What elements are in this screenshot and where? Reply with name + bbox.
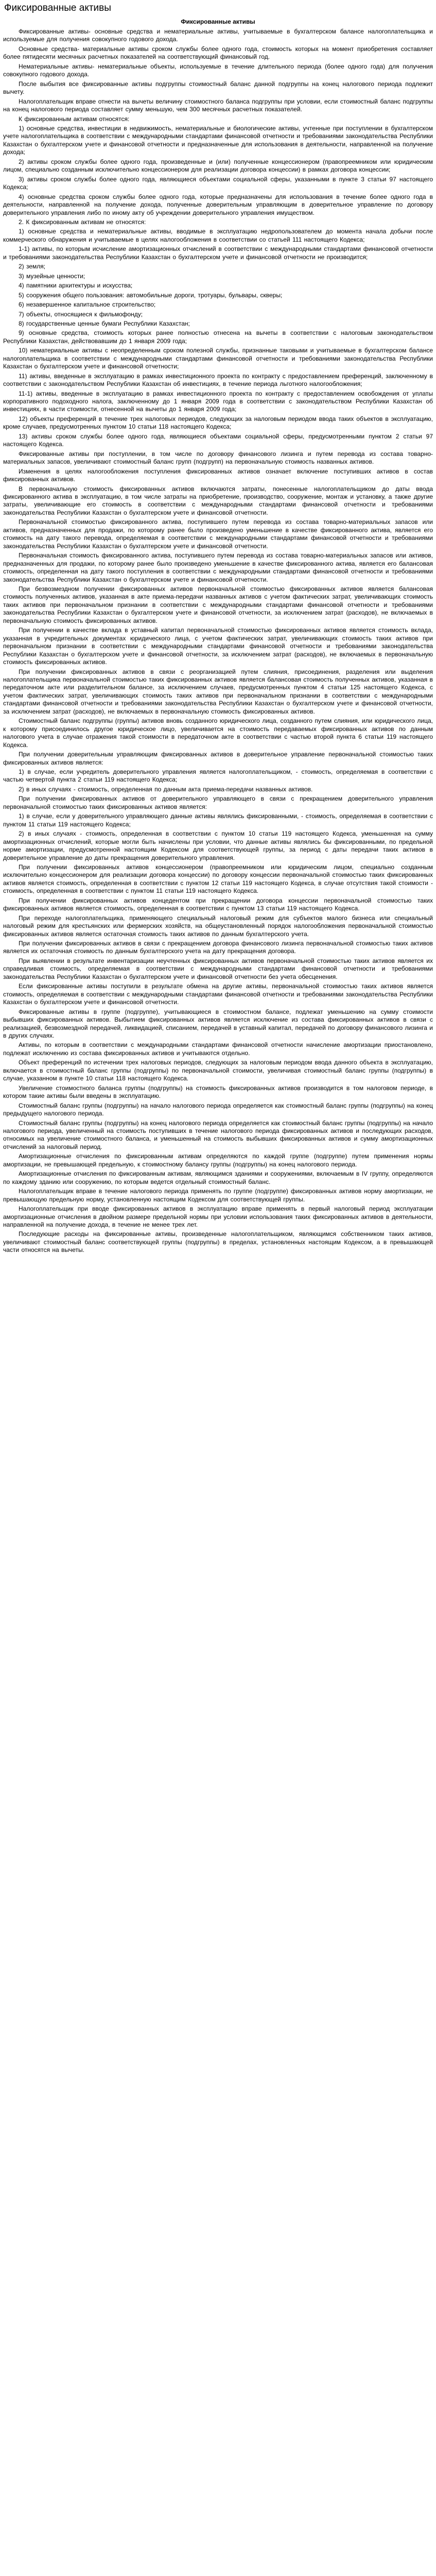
paragraph: Стоимостный баланс группы (подгруппы) на начало налогового периода определяется как стоимостный баланс группы (подгруппы) на конец предыдущего налогового периода. [3, 1101, 433, 1117]
page [0, 0, 436, 1255]
paragraph: Стоимостный баланс группы (подгруппы) на конец налогового периода определяется как стоимостный баланс группы (подгруппы) на начало налогового периода, увеличенный на стоимость поступивших в течение налогового периода фиксированных активов и последующих расходов, относимых на увеличение стоимостного баланса, и уменьшенный на стоимость выбывших фиксированных активов и сумму амортизационных отчислений за налоговый период. [3, 1119, 433, 1150]
paragraph: При безвозмездном получении фиксированных активов первоначальной стоимостью фиксированных активов является балансовая стоимость полученных активов, указанная в акте приема-передачи названных активов с учетом фактических затрат, увеличивающих стоимость таких активов при первоначальном признании в соответствии с международными стандартами финансовой отчетности и требованиями законодательства Республики Казахстан о бухгалтерском учете и финансовой отчетности, за исключением затрат (расходов), не включаемых в первоначальную стоимость фиксированных активов. [3, 585, 433, 624]
paragraph: 10) нематериальные активы с неопределенным сроком полезной службы, признанные таковыми и учитываемые в бухгалтерском балансе налогоплательщика в соответствии с международными стандартами финансовой отчетности и требованиями законодательства Республики Казахстан о бухгалтерском учете и финансовой отчетности; [3, 347, 433, 370]
paragraph: При получении фиксированных активов от доверительного управляющего в связи с прекращением доверительного управления первоначальной стоимостью таких фиксированных активов является: [3, 795, 433, 810]
paragraph: При получении фиксированных активов концессионером (правопреемником или юридическим лицом, специально созданным исключительно концессионером для реализации договора концессии) по договору концессии первоначальной стоимостью таких фиксированных активов является стоимость, определенная в соответствии с пунктом 12 статьи 119 настоящего Кодекса, в случае отсутствия такой стоимости - стоимость, определенная в соответствии с пунктом 11 статьи 119 настоящего Кодекса. [3, 863, 433, 895]
paragraph: Фиксированные активы- основные средства и нематериальные активы, учитываемые в бухгалтерском балансе налогоплательщика и используемые для получения совокупного годового дохода. [3, 28, 433, 43]
page-title: Фиксированные активы [4, 3, 111, 13]
paragraph: 6) незавершенное капитальное строительство; [19, 301, 156, 309]
paragraph: 1) основные средства, инвестиции в недвижимость, нематериальные и биологические активы, учтенные при поступлении в бухгалтерском учете налогоплательщика в соответствии с международными стандартами финансовой отчетности и требованиями законодательства Республики Казахстан о бухгалтерском учете и финансовой отчетности и предназначенные для использования в деятельности, направленной на получение дохода; [3, 124, 433, 156]
paragraph: Объект преференций по истечении трех налоговых периодов, следующих за налоговым периодом ввода данного объекта в эксплуатацию, включается в стоимостный баланс группы (подгруппы) по первоначальной стоимости, увеличивая стоимостный баланс группы (подгруппы) в случае, указанном в пункте 10 статьи 118 настоящего Кодекса. [3, 1059, 433, 1082]
paragraph: 4) памятники архитектуры и искусства; [19, 282, 133, 290]
paragraph: 4) основные средства сроком службы более одного года, которые предназначены для использования в течение более одного года в деятельности, направленной на получение дохода, полученные доверительным управляющим в доверительное управление по договору доверительного управления либо по иному акту об учреждении доверительного управления имуществом. [3, 193, 433, 216]
paragraph: 8) государственные ценные бумаги Республики Казахстан; [19, 319, 190, 327]
paragraph: 2) земля; [19, 263, 46, 270]
paragraph: В первоначальную стоимость фиксированных активов включаются затраты, понесенные налогоплательщиком до даты ввода фиксированного актива в эксплуатацию, в том числе затраты на приобретение, производство, сооружение, монтаж и установку, а также другие затраты, увеличивающие его стоимость в соответствии с международными стандартами финансовой отчетности и требованиями законодательства Республики Казахстан о бухгалтерском учете и финансовой отчетности. [3, 485, 433, 516]
paragraph: 1) в случае, если учредитель доверительного управления является налогоплательщиком, - стоимость, определяемая в соответствии с частью четвертой пункта 2 статьи 119 настоящего Кодекса; [3, 768, 433, 784]
paragraph: Увеличение стоимостного баланса группы (подгруппы) на стоимость фиксированных активов производится в том налоговом периоде, в котором такие активы были введены в эксплуатацию. [3, 1084, 433, 1100]
paragraph: Амортизационные отчисления по фиксированным активам, являющимся зданиями и сооружениями, включаемым в IV группу, определяются по каждому зданию или сооружению, по которым ведется отдельный стоимостный баланс. [3, 1170, 433, 1185]
paragraph: Изменения в целях налогообложения поступления фиксированных активов означает включение поступивших активов в состав фиксированных активов. [3, 467, 433, 483]
paragraph: Стоимостный баланс подгруппы (группы) активов вновь созданного юридического лица, созданного путем слияния, или юридического лица, к которому присоединилось другое юридическое лицо, увеличивается на стоимость передаваемых фиксированных активов по данным налогового учета в случае отражения такой стоимости в передаточном акте в соответствии с частью второй пункта 6 статьи 119 настоящего Кодекса. [3, 717, 433, 749]
paragraph: При получении фиксированных активов в связи с реорганизацией путем слияния, присоединения, разделения или выделения налогоплательщика первоначальной стоимостью таких фиксированных активов является балансовая стоимость полученных активов, указанная в передаточном акте или разделительном балансе, за исключением случаев, предусмотренных пунктом 4 статьи 125 настоящего Кодекса, с учетом фактических затрат, увеличивающих стоимость таких активов при первоначальном признании в соответствии с международными стандартами финансовой отчетности и требованиями законодательства Республики Казахстан о бухгалтерском учете и финансовой отчетности, за исключением затрат (расходов), не включаемых в первоначальную стоимость фиксированных активов. [3, 668, 433, 715]
paragraph: Нематериальные активы- нематериальные объекты, используемые в течение длительного периода (более одного года) для получения совокупного годового дохода. [3, 62, 433, 78]
paragraph: 2) в иных случаях - стоимость, определенная в соответствии с пунктом 10 статьи 119 настоящего Кодекса, уменьшенная на сумму амортизационных отчислений, которые могли быть начислены при условии, что данные активы являлись бы фиксированными, по предельной норме амортизации, предусмотренной настоящим Кодексом для соответствующей группы, за период с даты передачи таких активов в доверительное управление до даты прекращения доверительного управления. [3, 830, 433, 861]
paragraph: 9) основные средства, стоимость которых ранее полностью отнесена на вычеты в соответствии с налоговым законодательством Республики Казахстан, действовавшим до 1 января 2009 года; [3, 329, 433, 345]
paragraph: Активы, по которым в соответствии с международными стандартами финансовой отчетности начисление амортизации приостановлено, подлежат исключению из состава фиксированных активов и учитываются отдельно. [3, 1041, 433, 1057]
paragraph: При получении фиксированных активов концедентом при прекращении договора концессии первоначальной стоимостью таких фиксированных активов является стоимость, определенная в соответствии с пунктом 13 статьи 119 настоящего Кодекса. [3, 896, 433, 912]
paragraph: 13) активы сроком службы более одного года, являющиеся объектами социальной сферы, предусмотренными пунктом 2 статьи 97 настоящего Кодекса. [3, 432, 433, 448]
paragraph: Налогоплательщик вправе в течение налогового периода применять по группе (подгруппе) фиксированных активов норму амортизации, не превышающую предельную норму, установленную настоящим Кодексом для соответствующей группы. [3, 1188, 433, 1203]
paragraph: 5) сооружения общего пользования: автомобильные дороги, тротуары, бульвары, скверы; [19, 291, 283, 299]
paragraph: 2) активы сроком службы более одного года, произведенные и (или) полученные концессионером (правопреемником или юридическим лицом, специально созданным исключительно концессионером для реализации договора концессии) в рамках договора концессии; [3, 158, 433, 174]
paragraph: Основные средства- материальные активы сроком службы более одного года, стоимость которых на момент приобретения составляет более пятидесяти месячных расчетных показателей на соответствующий финансовый год. [3, 45, 433, 61]
document-heading: Фиксированные активы [181, 18, 255, 25]
paragraph: После выбытия все фиксированные активы подгруппы стоимостный баланс данной подгруппы на конец налогового периода подлежит вычету. [3, 80, 433, 96]
paragraph: 1) основные средства и нематериальные активы, вводимые в эксплуатацию недропользователем до момента начала добычи после коммерческого обнаружения и учитываемые в целях налогообложения в соответствии со статьей 111 настоящего Кодекса; [3, 228, 433, 243]
paragraph: Фиксированные активы в группе (подгруппе), учитывающиеся в стоимостном балансе, подлежат уменьшению на сумму стоимости выбывших фиксированных активов. Выбытием фиксированных активов является исключение из состава фиксированных активов в связи с реализацией, безвозмездной передачей, ликвидацией, списанием, передачей в уставный капитал, передачей по договору финансового лизинга и в других случаях. [3, 1008, 433, 1040]
paragraph: При получении доверительным управляющим фиксированных активов в доверительное управление первоначальной стоимостью таких фиксированных активов является: [3, 751, 433, 766]
paragraph: При получении в качестве вклада в уставный капитал первоначальной стоимостью фиксированных активов является стоимость вклада, указанная в учредительных документах юридического лица, с учетом фактических затрат, увеличивающих стоимость таких активов при первоначальном признании в соответствии с международными стандартами финансовой отчетности и требованиями законодательства Республики Казахстан о бухгалтерском учете и финансовой отчетности, за исключением затрат (расходов), не включаемых в первоначальную стоимость фиксированных активов. [3, 626, 433, 666]
paragraph: Налогоплательщик вправе отнести на вычеты величину стоимостного баланса подгруппы при условии, если стоимостный баланс подгруппы на конец налогового периода составляет сумму меньшую, чем 300 месячных расчетных показателей. [3, 97, 433, 113]
paragraph: Если фиксированные активы поступили в результате обмена на другие активы, первоначальной стоимостью таких активов является стоимость, определяемая в соответствии с международными стандартами финансовой отчетности и требованиями законодательства Республики Казахстан о бухгалтерском учете и финансовой отчетности. [3, 982, 433, 1006]
paragraph: 11-1) активы, введенные в эксплуатацию в рамках инвестиционного проекта по контракту с предоставлением освобождения от уплаты корпоративного подоходного налога, заключенному до 1 января 2009 года в соответствии с законодательством Республики Казахстан об инвестициях, в части стоимости, отнесенной на вычеты до 1 января 2009 года; [3, 389, 433, 413]
paragraph: 2. К фиксированным активам не относятся: [19, 218, 146, 226]
paragraph: 12) объекты преференций в течение трех налоговых периодов, следующих за налоговым периодом ввода таких объектов в эксплуатацию, кроме случаев, предусмотренных пунктом 10 статьи 118 настоящего Кодекса; [3, 415, 433, 431]
paragraph: 1-1) активы, по которым исчисление амортизационных отчислений в соответствии с международными стандартами финансовой отчетности и требованиями законодательства Республики Казахстан о бухгалтерском учете и финансовой отчетности не производится; [3, 245, 433, 261]
paragraph: 1) в случае, если у доверительного управляющего данные активы являлись фиксированными, - стоимость, определяемая в соответствии с пунктом 11 статьи 119 настоящего Кодекса; [3, 812, 433, 828]
paragraph: Амортизационные отчисления по фиксированным активам определяются по каждой группе (подгруппе) путем применения нормы амортизации, не превышающей предельную, к стоимостному балансу группы (подгруппы) на конец налогового периода. [3, 1153, 433, 1168]
paragraph: 3) музейные ценности; [19, 272, 85, 280]
paragraph: При получении фиксированных активов в связи с прекращением договора финансового лизинга первоначальной стоимостью таких активов является их остаточная стоимость по данным бухгалтерского учета на дату прекращения договора. [3, 940, 433, 955]
paragraph: При переходе налогоплательщика, применяющего специальный налоговый режим для субъектов малого бизнеса или специальный налоговый режим для крестьянских или фермерских хозяйств, на общеустановленный порядок налогообложения первоначальной стоимостью фиксированных активов является остаточная стоимость таких активов по данным бухгалтерского учета. [3, 914, 433, 938]
paragraph: Фиксированные активы при поступлении, в том числе по договору финансового лизинга и путем перевода из состава товарно-материальных запасов, увеличивают стоимостный баланс групп (подгрупп) на первоначальную стоимость названных активов. [3, 450, 433, 466]
document-body [3, 28, 433, 1255]
paragraph: К фиксированным активам относятся: [19, 115, 130, 123]
paragraph: 3) активы сроком службы более одного года, являющиеся объектами социальной сферы, указанными в пункте 3 статьи 97 настоящего Кодекса; [3, 175, 433, 191]
paragraph: Первоначальной стоимостью фиксированного актива, поступившего путем перевода из состава товарно-материальных запасов или активов, предназначенных для продажи, по которому ранее было произведено уменьшение в качестве фиксированного актива, является его стоимость на дату такого перевода, определяемая в соответствии с международными стандартами финансовой отчетности и требованиями законодательства Республики Казахстан о бухгалтерском учете и финансовой отчетности. [3, 518, 433, 550]
paragraph: 11) активы, введенные в эксплуатацию в рамках инвестиционного проекта по контракту с предоставлением преференций, заключенному в соответствии с законодательством Республики Казахстан об инвестициях, в течение периода льготного налогообложения; [3, 372, 433, 388]
paragraph: 2) в иных случаях - стоимость, определенная по данным акта приема-передачи названных активов. [19, 785, 313, 793]
paragraph: 7) объекты, относящиеся к фильмофонду; [19, 310, 143, 318]
paragraph: Первоначальная стоимость фиксированного актива, поступившего путем перевода из состава товарно-материальных запасов или активов, предназначенных для продажи, по которому ранее было произведено уменьшение в качестве фиксированного актива, является его балансовая стоимость, определенная на дату такого поступления в соответствии с международными стандартами финансовой отчетности и требованиями законодательства Республики Казахстан о бухгалтерском учете и финансовой отчетности. [3, 552, 433, 583]
paragraph: При выявлении в результате инвентаризации неучтенных фиксированных активов первоначальной стоимостью таких активов является их справедливая стоимость, определяемая в соответствии с международными стандартами финансовой отчетности и требованиями законодательства Республики Казахстан о бухгалтерском учете и финансовой отчетности без учета обесценения. [3, 957, 433, 980]
paragraph: Последующие расходы на фиксированные активы, произведенные налогоплательщиком, являющимся собственником таких активов, увеличивают стоимостный баланс соответствующей группы (подгруппы) в пределах, установленных настоящим Кодексом, а в превышающей части относятся на вычеты. [3, 1230, 433, 1254]
paragraph: Налогоплательщик при вводе фиксированных активов в эксплуатацию вправе применять в первый налоговый период эксплуатации амортизационные отчисления в двойном размере предельной нормы при условии использования таких фиксированных активов в деятельности, направленной на получение дохода, в течение не менее трех лет. [3, 1205, 433, 1228]
